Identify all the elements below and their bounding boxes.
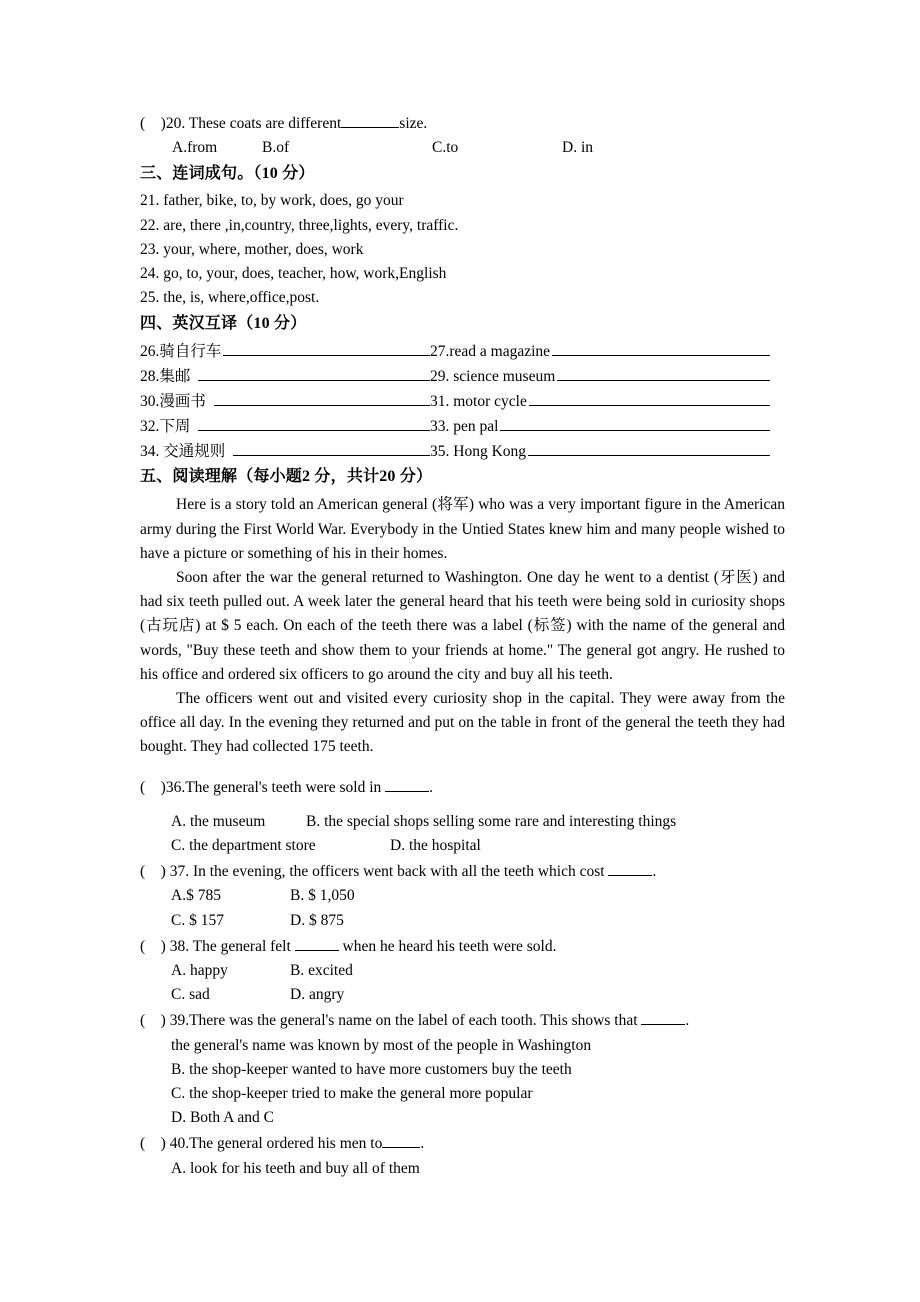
translation-grid [140, 338, 780, 463]
question-37-paren: ( [140, 863, 146, 881]
section-3-heading [140, 160, 780, 187]
question-20-text: )20. These coats are different [160, 115, 342, 132]
translation-label: 26.骑自行车 [140, 343, 222, 361]
section-5-heading-text: 五、阅读理解（每小题 [140, 466, 303, 486]
section-5-heading [140, 463, 780, 490]
sentence-item: 21. father, bike, to, by work, does, go your [140, 192, 404, 210]
question-36-option-a[interactable]: A. the museum [171, 812, 266, 830]
translation-item-30 [140, 390, 430, 413]
translation-row [140, 388, 780, 413]
section-5-points-each: 2 分 [302, 468, 331, 486]
question-20-stem [140, 112, 780, 136]
translation-item-27 [430, 340, 770, 363]
question-39-options-row-3 [140, 1082, 780, 1106]
question-40-period: . [420, 1135, 425, 1153]
question-36-option-d[interactable]: D. the hospital [390, 837, 481, 855]
question-38-stem [140, 935, 780, 959]
question-36-blank [385, 791, 429, 792]
question-20-paren: ( [140, 115, 146, 132]
question-37-option-a[interactable]: A.$ 785 [171, 887, 221, 905]
section-3-items [140, 189, 780, 310]
translation-row [140, 438, 780, 463]
question-38-text: ) 38. The general felt [160, 937, 295, 955]
passage-paragraph: Soon after the war the general returned to Washington. One day he went to a dentist (牙医) and had six teeth pulled out. A week later the general heard that his teeth were being sold in curiosity shops (古玩店) at $ 5 each. On each of the teeth there was a label (标签) with the name of the general and words, "Buy these teeth and show them to your friends at home." The general got angry. He rushed to his office and ordered six officers to go around the city and buy all his teeth. [140, 569, 785, 683]
question-40-options-row-1 [140, 1157, 780, 1181]
question-38-paren: ( [140, 937, 146, 955]
translation-answer-blank[interactable] [198, 415, 430, 431]
question-39-stem [140, 1009, 780, 1033]
translation-answer-blank[interactable] [529, 390, 770, 406]
question-20-tail: size. [399, 115, 428, 132]
translation-answer-blank[interactable] [552, 340, 770, 356]
translation-label: 32.下周 [140, 418, 191, 436]
question-40-blank [382, 1147, 420, 1148]
question-36-text: )36.The general's teeth were sold in [160, 778, 386, 796]
question-37-option-d[interactable]: D. $ 875 [290, 911, 344, 929]
question-20-blank [341, 127, 399, 128]
question-20-option-d[interactable]: D. in [562, 139, 593, 157]
question-37 [140, 860, 780, 933]
translation-item-31 [430, 390, 770, 413]
sentence-item: 25. the, is, where,office,post. [140, 289, 320, 307]
question-38-option-d[interactable]: D. angry [290, 986, 345, 1004]
translation-label: 33. pen pal [430, 418, 499, 436]
sentence-item: 23. your, where, mother, does, work [140, 240, 364, 258]
question-39-option-c[interactable]: C. the shop-keeper tried to make the general more popular [171, 1084, 533, 1102]
question-20-option-b[interactable]: B.of [262, 139, 290, 157]
question-36 [140, 776, 780, 859]
question-38-option-a[interactable]: A. happy [171, 962, 228, 979]
question-39-blank [641, 1024, 685, 1025]
question-37-blank [608, 875, 652, 876]
section-3-points: 10 分 [261, 165, 299, 183]
passage-paragraph: Here is a story told an American general (将军) who was a very important figure in the American army during the First World War. Everybody in the Untied States knew him and many people wished to have a picture or something of his in their homes. [140, 496, 785, 562]
translation-answer-blank[interactable] [233, 440, 430, 456]
translation-answer-blank[interactable] [198, 365, 430, 381]
section-4-heading [140, 310, 780, 337]
translation-label: 30.漫画书 [140, 393, 206, 411]
translation-item-35 [430, 440, 770, 463]
sentence-item: 22. are, there ,in,country, three,lights, every, traffic. [140, 216, 459, 234]
question-20-option-c[interactable]: C.to [432, 139, 459, 157]
question-37-options-row-1 [140, 884, 780, 908]
section-4-heading-close: ） [290, 313, 307, 333]
section-3-heading-text: 三、连词成句。（ [140, 163, 262, 183]
question-36-paren: ( [140, 778, 146, 796]
question-38-option-c[interactable]: C. sad [171, 986, 210, 1004]
translation-item-33 [430, 415, 770, 438]
translation-item-29 [430, 365, 770, 388]
question-38-options-row-2 [140, 983, 780, 1007]
section-4-heading-text: 四、英汉互译（ [140, 313, 254, 333]
question-38 [140, 935, 780, 1008]
question-39-options-row-2 [140, 1058, 780, 1082]
question-37-options-row-2 [140, 909, 780, 933]
section-5-heading-close: ） [416, 466, 433, 486]
question-40-option-a[interactable]: A. look for his teeth and buy all of them [171, 1159, 420, 1177]
question-36-options-row-2 [140, 834, 780, 858]
question-39-option-a[interactable]: the general's name was known by most of the people in Washington [171, 1036, 592, 1054]
translation-label: 28.集邮 [140, 368, 191, 386]
section-5-points-total: 20 分 [379, 468, 417, 486]
question-37-text: ) 37. In the evening, the officers went back with all the teeth which cost [160, 863, 609, 881]
question-37-option-b[interactable]: B. $ 1,050 [290, 887, 355, 905]
question-39-option-b[interactable]: B. the shop-keeper wanted to have more customers buy the teeth [171, 1060, 572, 1078]
question-39-options-row-4 [140, 1106, 780, 1130]
passage-paragraph: The officers went out and visited every curiosity shop in the capital. They were away from the office all day. In the evening they returned and put on the table in front of the general the teeth they had bought. They had collected 175 teeth. [140, 690, 785, 756]
translation-label: 34. 交通规则 [140, 443, 226, 461]
question-38-tail: when he heard his teeth were sold. [338, 937, 557, 955]
translation-label: 31. motor cycle [430, 393, 527, 411]
translation-item-32 [140, 415, 430, 438]
sentence-item: 24. go, to, your, does, teacher, how, work,English [140, 265, 447, 282]
question-40-text: ) 40.The general ordered his men to [160, 1135, 383, 1153]
translation-answer-blank[interactable] [223, 340, 430, 356]
question-40 [140, 1132, 780, 1180]
translation-answer-blank[interactable] [500, 415, 770, 431]
question-39-option-d[interactable]: D. Both A and C [171, 1109, 274, 1127]
question-36-options-row-1 [140, 810, 780, 834]
question-37-period: . [652, 863, 657, 881]
translation-item-34 [140, 440, 430, 463]
question-36-stem [140, 776, 780, 800]
section-3-heading-close: ） [298, 163, 315, 183]
translation-label: 27.read a magazine [430, 343, 551, 361]
question-38-option-b[interactable]: B. excited [290, 962, 353, 979]
question-39 [140, 1009, 780, 1130]
question-36-option-b[interactable]: B. the special shops selling some rare and interesting things [306, 812, 677, 830]
translation-row [140, 413, 780, 438]
question-40-paren: ( [140, 1135, 146, 1153]
translation-answer-blank[interactable] [528, 440, 770, 456]
question-39-paren: ( [140, 1012, 146, 1030]
section-5-heading-mid: ，共计 [330, 466, 380, 486]
translation-item-28 [140, 365, 430, 388]
question-38-options-row-1 [140, 959, 780, 983]
section-4-points: 10 分 [253, 315, 291, 333]
question-20-option-a[interactable]: A.from [172, 139, 218, 157]
translation-item-26 [140, 340, 430, 363]
question-37-stem [140, 860, 780, 884]
translation-row [140, 338, 780, 363]
question-36-period: . [429, 778, 433, 796]
question-36-option-c[interactable]: C. the department store [171, 837, 316, 855]
question-37-option-c[interactable]: C. $ 157 [171, 911, 224, 929]
question-39-options-row-1 [140, 1034, 780, 1058]
translation-row [140, 363, 780, 388]
translation-label: 29. science museum [430, 368, 556, 386]
translation-answer-blank[interactable] [557, 365, 770, 381]
translation-label: 35. Hong Kong [430, 443, 527, 461]
question-38-blank [295, 950, 339, 951]
question-39-period: . [685, 1012, 690, 1030]
question-39-text: ) 39.There was the general's name on the label of each tooth. This shows that [160, 1012, 642, 1030]
question-40-stem [140, 1132, 780, 1156]
translation-answer-blank[interactable] [214, 390, 430, 406]
question-20-options [140, 136, 780, 160]
reading-passage [140, 493, 785, 759]
